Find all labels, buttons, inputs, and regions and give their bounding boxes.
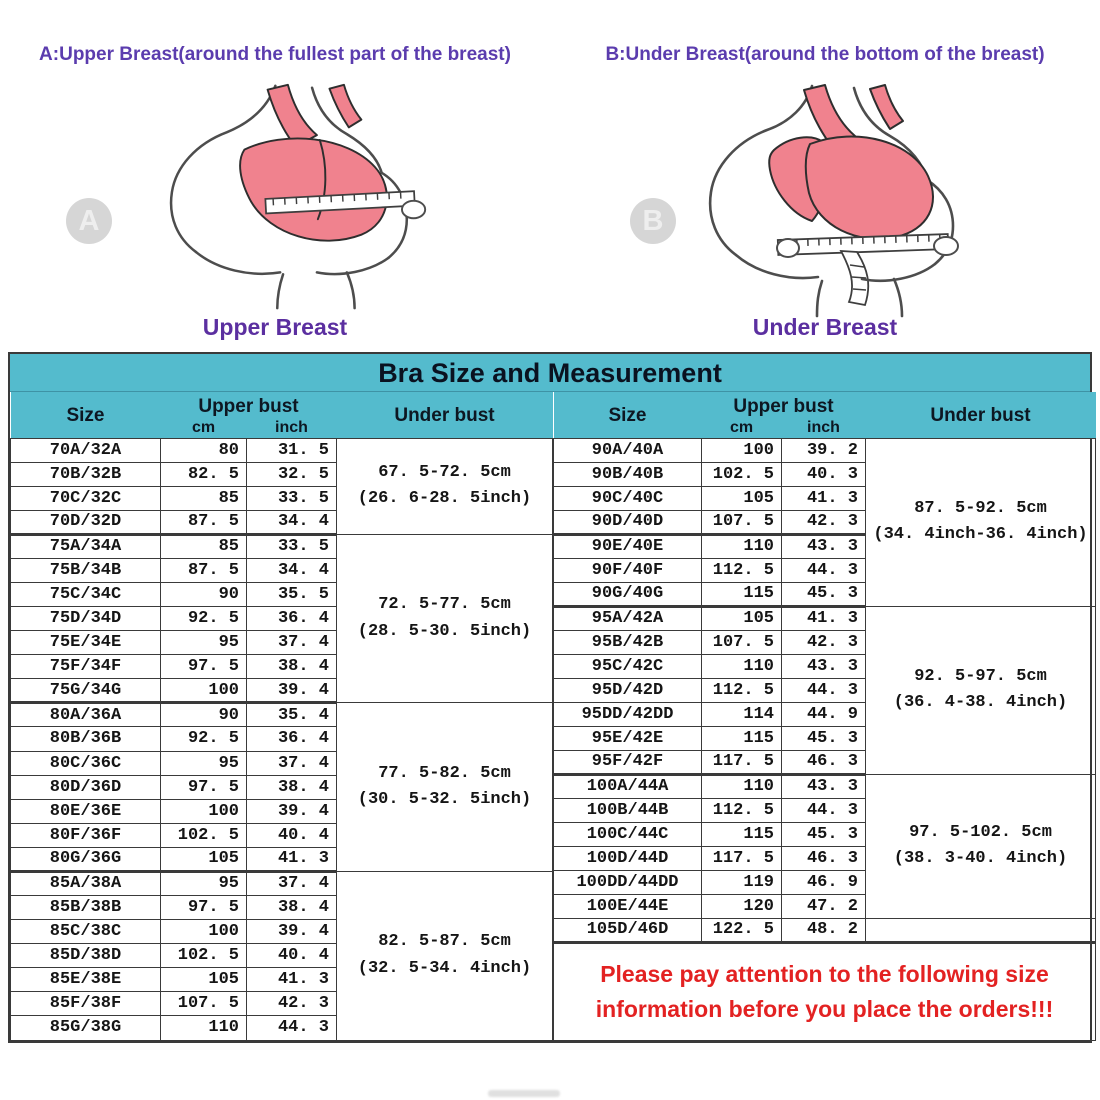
cell-cm: 90 — [161, 582, 247, 606]
cropped-watermark-smudge — [488, 1090, 560, 1097]
cell-size: 80G/36G — [11, 847, 161, 871]
upper-breast-drawing — [120, 80, 450, 312]
cell-inch: 43. 3 — [782, 774, 866, 798]
cell-inch: 34. 4 — [247, 558, 337, 582]
cell-cm: 114 — [702, 702, 782, 726]
cell-cm: 95 — [161, 871, 247, 895]
cell-size: 105D/46D — [554, 918, 702, 942]
table-row — [554, 438, 1096, 462]
col-header-size: Size — [11, 392, 161, 438]
cell-cm: 107. 5 — [702, 510, 782, 534]
cell-cm: 80 — [161, 438, 247, 462]
size-table-left — [10, 392, 553, 1041]
cell-size: 95A/42A — [554, 606, 702, 630]
cell-cm: 100 — [161, 679, 247, 703]
cell-inch: 40. 4 — [247, 944, 337, 968]
cell-inch: 40. 4 — [247, 823, 337, 847]
cell-cm: 110 — [702, 534, 782, 558]
col-header-cm: cm — [161, 419, 247, 438]
cell-cm: 95 — [161, 631, 247, 655]
cell-size: 85A/38A — [11, 871, 161, 895]
cell-size: 90F/40F — [554, 558, 702, 582]
cell-inch: 46. 9 — [782, 870, 866, 894]
tape-dangling-end — [841, 251, 868, 305]
cell-size: 90E/40E — [554, 534, 702, 558]
cell-cm: 105 — [702, 606, 782, 630]
cell-cm: 100 — [161, 920, 247, 944]
cell-inch: 38. 4 — [247, 655, 337, 679]
table-row — [554, 606, 1096, 630]
cell-cm: 119 — [702, 870, 782, 894]
under-breast-heading: B:Under Breast(around the bottom of the breast) — [605, 44, 1045, 65]
cell-cm: 100 — [702, 438, 782, 462]
cell-cm: 97. 5 — [161, 895, 247, 919]
under-bust-range-cell: 82. 5-87. 5cm (32. 5-34. 4inch) — [337, 871, 553, 1040]
under-breast-figure-block — [550, 0, 1100, 352]
upper-breast-figure-block — [0, 0, 550, 352]
cell-cm: 115 — [702, 726, 782, 750]
under-bust-range-cell: 77. 5-82. 5cm (30. 5-32. 5inch) — [337, 703, 553, 872]
cell-size: 85G/38G — [11, 1016, 161, 1040]
cell-size: 75A/34A — [11, 534, 161, 558]
cell-cm: 110 — [702, 774, 782, 798]
badge-b: B — [630, 198, 676, 244]
upper-breast-illustration — [0, 78, 550, 310]
cell-inch: 31. 5 — [247, 438, 337, 462]
table-panels — [10, 392, 1090, 1041]
forearms — [196, 252, 388, 274]
warning-text — [554, 942, 1096, 1040]
cell-cm: 85 — [161, 534, 247, 558]
cell-inch: 40. 3 — [782, 462, 866, 486]
cell-size: 90B/40B — [554, 462, 702, 486]
warning-line-2: information before you place the orders!!! — [595, 995, 1054, 1022]
cell-cm: 110 — [702, 654, 782, 678]
cell-cm: 97. 5 — [161, 655, 247, 679]
cell-size: 75E/34E — [11, 631, 161, 655]
cell-size: 80C/36C — [11, 751, 161, 775]
cell-inch: 42. 3 — [247, 992, 337, 1016]
cell-size: 95D/42D — [554, 678, 702, 702]
cell-cm: 115 — [702, 822, 782, 846]
cell-cm: 92. 5 — [161, 727, 247, 751]
cell-inch: 38. 4 — [247, 895, 337, 919]
cell-size: 80D/36D — [11, 775, 161, 799]
cell-size: 80E/36E — [11, 799, 161, 823]
cell-inch: 38. 4 — [247, 775, 337, 799]
cell-inch: 41. 3 — [782, 606, 866, 630]
cell-inch: 44. 3 — [782, 678, 866, 702]
cell-size: 100DD/44DD — [554, 870, 702, 894]
cell-cm: 120 — [702, 894, 782, 918]
measurement-illustrations — [0, 0, 1100, 352]
cell-inch: 35. 4 — [247, 703, 337, 727]
cell-inch: 34. 4 — [247, 510, 337, 534]
cell-cm: 122. 5 — [702, 918, 782, 942]
cell-size: 75D/34D — [11, 607, 161, 631]
hand — [934, 237, 958, 255]
under-breast-label: Under Breast — [752, 314, 898, 340]
cell-cm: 112. 5 — [702, 558, 782, 582]
cell-inch: 46. 3 — [782, 846, 866, 870]
upper-breast-heading: A:Upper Breast(around the fullest part of the breast) — [39, 44, 511, 65]
size-table-right — [553, 392, 1096, 1041]
cell-inch: 39. 4 — [247, 679, 337, 703]
cell-size: 70C/32C — [11, 486, 161, 510]
cell-inch: 41. 3 — [247, 847, 337, 871]
table-row — [554, 918, 1096, 942]
under-bust-range-cell: 87. 5-92. 5cm (34. 4inch-36. 4inch) — [866, 438, 1096, 606]
cell-cm: 117. 5 — [702, 846, 782, 870]
cell-cm: 87. 5 — [161, 558, 247, 582]
col-header-upper-bust: Upper bust — [702, 392, 866, 419]
cell-cm: 105 — [702, 486, 782, 510]
under-bust-range-cell — [866, 918, 1096, 942]
table-body-right — [554, 438, 1096, 942]
col-header-inch: inch — [247, 419, 337, 438]
cell-cm: 82. 5 — [161, 462, 247, 486]
cell-inch: 42. 3 — [782, 510, 866, 534]
cell-inch: 45. 3 — [782, 822, 866, 846]
cell-size: 70A/32A — [11, 438, 161, 462]
table-title: Bra Size and Measurement — [10, 354, 1090, 392]
cell-cm: 107. 5 — [702, 630, 782, 654]
cell-cm: 100 — [161, 799, 247, 823]
cell-inch: 39. 4 — [247, 799, 337, 823]
cell-size: 70D/32D — [11, 510, 161, 534]
cell-inch: 44. 9 — [782, 702, 866, 726]
cell-inch: 43. 3 — [782, 534, 866, 558]
cell-inch: 45. 3 — [782, 582, 866, 606]
cell-size: 85C/38C — [11, 920, 161, 944]
cell-size: 70B/32B — [11, 462, 161, 486]
cell-size: 90G/40G — [554, 582, 702, 606]
under-breast-illustration — [550, 78, 1100, 310]
cell-inch: 48. 2 — [782, 918, 866, 942]
warning-row — [554, 942, 1096, 1040]
cell-size: 85E/38E — [11, 968, 161, 992]
col-header-under-bust: Under bust — [337, 392, 553, 438]
cell-cm: 112. 5 — [702, 678, 782, 702]
cell-inch: 33. 5 — [247, 486, 337, 510]
cell-size: 90A/40A — [554, 438, 702, 462]
cell-cm: 117. 5 — [702, 750, 782, 774]
under-bust-range-cell: 72. 5-77. 5cm (28. 5-30. 5inch) — [337, 534, 553, 703]
cell-inch: 37. 4 — [247, 871, 337, 895]
hand — [402, 201, 425, 218]
cell-size: 95DD/42DD — [554, 702, 702, 726]
cell-inch: 39. 2 — [782, 438, 866, 462]
under-bust-range-cell: 67. 5-72. 5cm (26. 6-28. 5inch) — [337, 438, 553, 534]
warning-line-1: Please pay attention to the following size — [600, 961, 1049, 987]
measuring-tape — [778, 234, 948, 255]
cell-size: 100C/44C — [554, 822, 702, 846]
cell-size: 75B/34B — [11, 558, 161, 582]
cell-size: 95F/42F — [554, 750, 702, 774]
cell-size: 95B/42B — [554, 630, 702, 654]
under-breast-drawing — [645, 78, 1015, 318]
cell-size: 100D/44D — [554, 846, 702, 870]
cell-inch: 44. 3 — [782, 798, 866, 822]
upper-breast-label: Upper Breast — [202, 314, 348, 340]
under-bust-range-cell: 97. 5-102. 5cm (38. 3-40. 4inch) — [866, 774, 1096, 918]
cell-size: 85B/38B — [11, 895, 161, 919]
cell-size: 75F/34F — [11, 655, 161, 679]
cell-inch: 37. 4 — [247, 751, 337, 775]
cell-cm: 90 — [161, 703, 247, 727]
cell-cm: 105 — [161, 968, 247, 992]
cell-cm: 85 — [161, 486, 247, 510]
cell-cm: 92. 5 — [161, 607, 247, 631]
cell-size: 100E/44E — [554, 894, 702, 918]
cell-inch: 47. 2 — [782, 894, 866, 918]
cell-inch: 45. 3 — [782, 726, 866, 750]
cell-inch: 36. 4 — [247, 607, 337, 631]
bra-graphic — [769, 85, 933, 239]
cell-inch: 42. 3 — [782, 630, 866, 654]
table-body-left — [11, 438, 553, 1040]
hand — [777, 239, 799, 257]
cell-size: 80A/36A — [11, 703, 161, 727]
cell-inch: 41. 3 — [782, 486, 866, 510]
cell-inch: 43. 3 — [782, 654, 866, 678]
cell-inch: 39. 4 — [247, 920, 337, 944]
cell-cm: 107. 5 — [161, 992, 247, 1016]
col-header-cm: cm — [702, 419, 782, 438]
col-header-inch: inch — [782, 419, 866, 438]
cell-inch: 46. 3 — [782, 750, 866, 774]
cell-inch: 33. 5 — [247, 534, 337, 558]
cell-size: 75G/34G — [11, 679, 161, 703]
cell-size: 95E/42E — [554, 726, 702, 750]
under-bust-range-cell: 92. 5-97. 5cm (36. 4-38. 4inch) — [866, 606, 1096, 774]
cell-size: 90D/40D — [554, 510, 702, 534]
cell-inch: 44. 3 — [247, 1016, 337, 1040]
cell-cm: 87. 5 — [161, 510, 247, 534]
cell-size: 85D/38D — [11, 944, 161, 968]
forearms — [736, 255, 935, 281]
table-header-left — [11, 392, 553, 438]
cell-size: 80F/36F — [11, 823, 161, 847]
cell-inch: 37. 4 — [247, 631, 337, 655]
table-row — [11, 703, 553, 727]
col-header-size: Size — [554, 392, 702, 438]
cell-inch: 32. 5 — [247, 462, 337, 486]
table-row — [11, 438, 553, 462]
cell-inch: 36. 4 — [247, 727, 337, 751]
size-table — [8, 352, 1092, 1043]
table-header-right — [554, 392, 1096, 438]
cell-cm: 105 — [161, 847, 247, 871]
table-row — [11, 534, 553, 558]
cell-inch: 35. 5 — [247, 582, 337, 606]
col-header-upper-bust: Upper bust — [161, 392, 337, 419]
cell-size: 100A/44A — [554, 774, 702, 798]
cell-cm: 115 — [702, 582, 782, 606]
cell-cm: 112. 5 — [702, 798, 782, 822]
cell-inch: 41. 3 — [247, 968, 337, 992]
cell-cm: 102. 5 — [702, 462, 782, 486]
cell-inch: 44. 3 — [782, 558, 866, 582]
cell-cm: 102. 5 — [161, 944, 247, 968]
cell-size: 85F/38F — [11, 992, 161, 1016]
cell-size: 90C/40C — [554, 486, 702, 510]
cell-size: 100B/44B — [554, 798, 702, 822]
cell-cm: 110 — [161, 1016, 247, 1040]
cell-size: 80B/36B — [11, 727, 161, 751]
table-row — [11, 871, 553, 895]
cell-size: 75C/34C — [11, 582, 161, 606]
col-header-under-bust: Under bust — [866, 392, 1096, 438]
cell-size: 95C/42C — [554, 654, 702, 678]
table-row — [554, 774, 1096, 798]
cell-cm: 95 — [161, 751, 247, 775]
cell-cm: 102. 5 — [161, 823, 247, 847]
cell-cm: 97. 5 — [161, 775, 247, 799]
badge-a: A — [66, 198, 112, 244]
